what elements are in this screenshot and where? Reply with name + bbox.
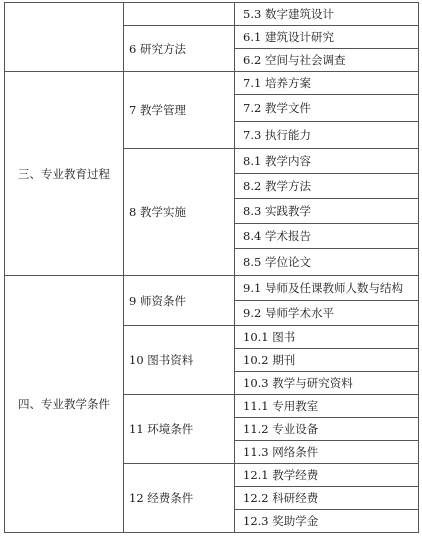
item-cell: 6.2 空间与社会调查	[235, 49, 419, 72]
curriculum-table	[4, 2, 419, 533]
item-cell: 8.4 学术报告	[235, 224, 419, 249]
table-row	[5, 72, 419, 95]
item-cell: 6.1 建筑设计研究	[235, 26, 419, 49]
item-cell: 10.2 期刊	[235, 349, 419, 372]
item-cell: 10.1 图书	[235, 326, 419, 349]
item-cell: 11.1 专用教室	[235, 395, 419, 418]
item-cell: 9.1 导师及任课教师人数与结构	[235, 276, 419, 301]
category-cell: 9 师资条件	[124, 276, 235, 326]
section-cell: 四、专业教学条件	[5, 276, 124, 533]
item-cell: 10.3 教学与研究资料	[235, 372, 419, 395]
section-cell: 三、专业教育过程	[5, 72, 124, 276]
item-cell: 8.5 学位论文	[235, 249, 419, 276]
item-cell: 5.3 数字建筑设计	[235, 3, 419, 26]
table-row	[5, 276, 419, 301]
item-cell: 11.3 网络条件	[235, 441, 419, 464]
category-cell: 7 教学管理	[124, 72, 235, 149]
item-cell: 12.3 奖助学金	[235, 510, 419, 533]
item-cell: 7.2 教学文件	[235, 95, 419, 122]
item-cell: 9.2 导师学术水平	[235, 301, 419, 326]
table-row	[5, 3, 419, 26]
category-cell	[124, 3, 235, 26]
item-cell: 11.2 专业设备	[235, 418, 419, 441]
item-cell: 8.1 教学内容	[235, 149, 419, 174]
category-cell: 8 教学实施	[124, 149, 235, 276]
item-cell: 8.2 教学方法	[235, 174, 419, 199]
item-cell: 7.3 执行能力	[235, 122, 419, 149]
section-cell	[5, 3, 124, 72]
item-cell: 12.1 教学经费	[235, 464, 419, 487]
category-cell: 11 环境条件	[124, 395, 235, 464]
item-cell: 12.2 科研经费	[235, 487, 419, 510]
category-cell: 12 经费条件	[124, 464, 235, 533]
category-cell: 10 图书资料	[124, 326, 235, 395]
category-cell: 6 研究方法	[124, 26, 235, 72]
item-cell: 8.3 实践教学	[235, 199, 419, 224]
item-cell: 7.1 培养方案	[235, 72, 419, 95]
